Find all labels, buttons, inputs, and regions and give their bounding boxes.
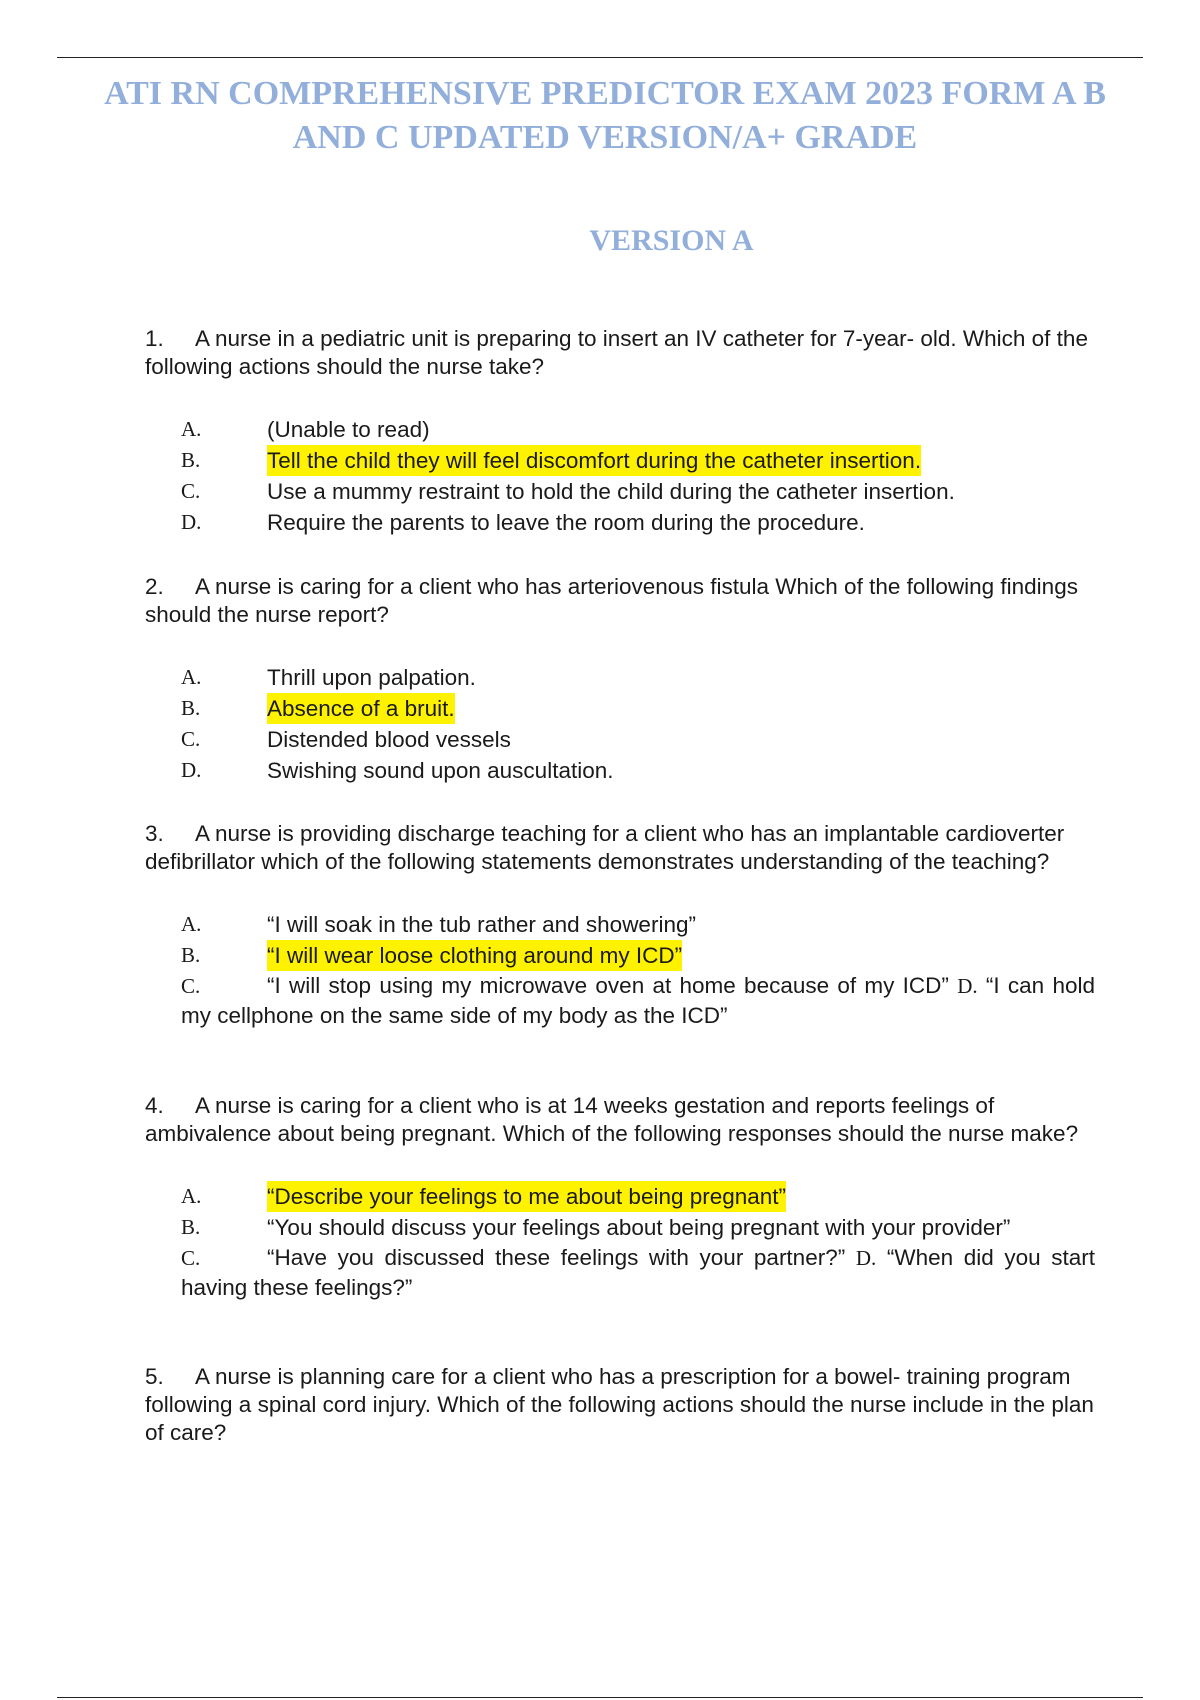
bottom-rule (57, 1697, 1143, 1698)
question-number: 4. (145, 1093, 164, 1118)
title-line-1: ATI RN COMPREHENSIVE PREDICTOR EXAM 2023 FORM A B (104, 75, 1106, 112)
question-text: A nurse is planning care for a client who has a prescription for a bowel- training program following a spinal cord injury. Which of the following actions should the nurse include in the plan of care? (145, 1364, 1094, 1445)
option-c-and-d[interactable] (145, 1243, 1095, 1303)
answer-options (145, 909, 1095, 1031)
option-text-wrapped (145, 1243, 1095, 1303)
option-letter: C. (181, 1246, 201, 1270)
option-letter: D. (181, 510, 202, 534)
option-d-letter: D. (855, 1246, 877, 1270)
option-letter: B. (181, 943, 201, 967)
option-text-highlighted: Tell the child they will feel discomfort during the catheter insertion. (267, 445, 921, 476)
option-b[interactable] (145, 445, 1095, 476)
option-text: (Unable to read) (267, 417, 430, 442)
option-letter: A. (181, 912, 202, 936)
option-letter: A. (181, 417, 202, 441)
question-number: 1. (145, 326, 164, 351)
option-a[interactable] (145, 1181, 1095, 1212)
option-text: Require the parents to leave the room during the procedure. (267, 510, 865, 535)
question-text: A nurse is providing discharge teaching for a client who has an implantable cardioverter defibrillator which of the following statements demonstrates understanding of the teaching? (145, 821, 1065, 874)
option-text: Use a mummy restraint to hold the child during the catheter insertion. (267, 479, 955, 504)
question-5 (145, 1363, 1095, 1447)
option-c[interactable] (145, 724, 1095, 755)
option-b[interactable] (145, 693, 1095, 724)
option-d-text: “I can hold my cellphone on the same side of my body as the ICD” (181, 973, 1095, 1028)
option-letter: A. (181, 665, 202, 689)
answer-options (145, 414, 1095, 538)
question-stem (145, 1363, 1095, 1447)
option-letter: A. (181, 1184, 202, 1208)
option-letter: B. (181, 1215, 201, 1239)
option-text-highlighted: “I will wear loose clothing around my ICD” (267, 940, 682, 971)
option-letter: C. (181, 727, 201, 751)
document-title (0, 72, 1200, 160)
option-text: Thrill upon palpation. (267, 665, 476, 690)
option-text-highlighted: “Describe your feelings to me about being pregnant” (267, 1181, 786, 1212)
question-stem (145, 573, 1095, 629)
answer-options (145, 1181, 1095, 1303)
option-letter: C. (181, 479, 201, 503)
option-text-highlighted: Absence of a bruit. (267, 693, 455, 724)
option-text: “You should discuss your feelings about being pregnant with your provider” (267, 1215, 1011, 1240)
version-heading: VERSION A (589, 224, 754, 257)
question-number: 5. (145, 1364, 164, 1389)
question-2 (145, 573, 1095, 786)
option-letter: D. (181, 758, 202, 782)
option-d-letter: D. (957, 974, 978, 998)
option-d[interactable] (145, 755, 1095, 786)
option-b[interactable] (145, 940, 1095, 971)
question-text: A nurse is caring for a client who is at 14 weeks gestation and reports feelings of ambivalence about being pregnant. Which of the following responses should the nurse make? (145, 1093, 1079, 1146)
option-text: Distended blood vessels (267, 727, 511, 752)
top-rule (57, 57, 1143, 58)
question-text: A nurse in a pediatric unit is preparing to insert an IV catheter for 7-year- old. Which of the following actions should the nurse take? (145, 326, 1088, 379)
option-d-text: “When did you start having these feelings?” (181, 1245, 1095, 1300)
option-letter: C. (181, 974, 201, 998)
answer-options (145, 662, 1095, 786)
question-text: A nurse is caring for a client who has arteriovenous fistula Which of the following findings should the nurse report? (145, 574, 1078, 627)
option-a[interactable] (145, 662, 1095, 693)
option-text: Swishing sound upon auscultation. (267, 758, 614, 783)
option-d[interactable] (145, 507, 1095, 538)
option-a[interactable] (145, 414, 1095, 445)
option-text-wrapped (145, 971, 1095, 1031)
question-number: 2. (145, 574, 164, 599)
option-c-and-d[interactable] (145, 971, 1095, 1031)
option-c-text: “I will stop using my microwave oven at home because of my ICD” (267, 973, 949, 998)
option-a[interactable] (145, 909, 1095, 940)
option-c[interactable] (145, 476, 1095, 507)
option-letter: B. (181, 696, 201, 720)
question-stem (145, 1092, 1095, 1148)
option-text: “I will soak in the tub rather and showering” (267, 912, 696, 937)
option-letter: B. (181, 448, 201, 472)
option-b[interactable] (145, 1212, 1095, 1243)
title-line-2: AND C UPDATED VERSION/A+ GRADE (292, 119, 918, 156)
option-c-text: “Have you discussed these feelings with your partner?” (267, 1245, 846, 1270)
question-stem (145, 325, 1095, 381)
question-4 (145, 1092, 1095, 1303)
question-3 (145, 820, 1095, 1031)
question-1 (145, 325, 1095, 538)
question-number: 3. (145, 821, 164, 846)
question-stem (145, 820, 1095, 876)
